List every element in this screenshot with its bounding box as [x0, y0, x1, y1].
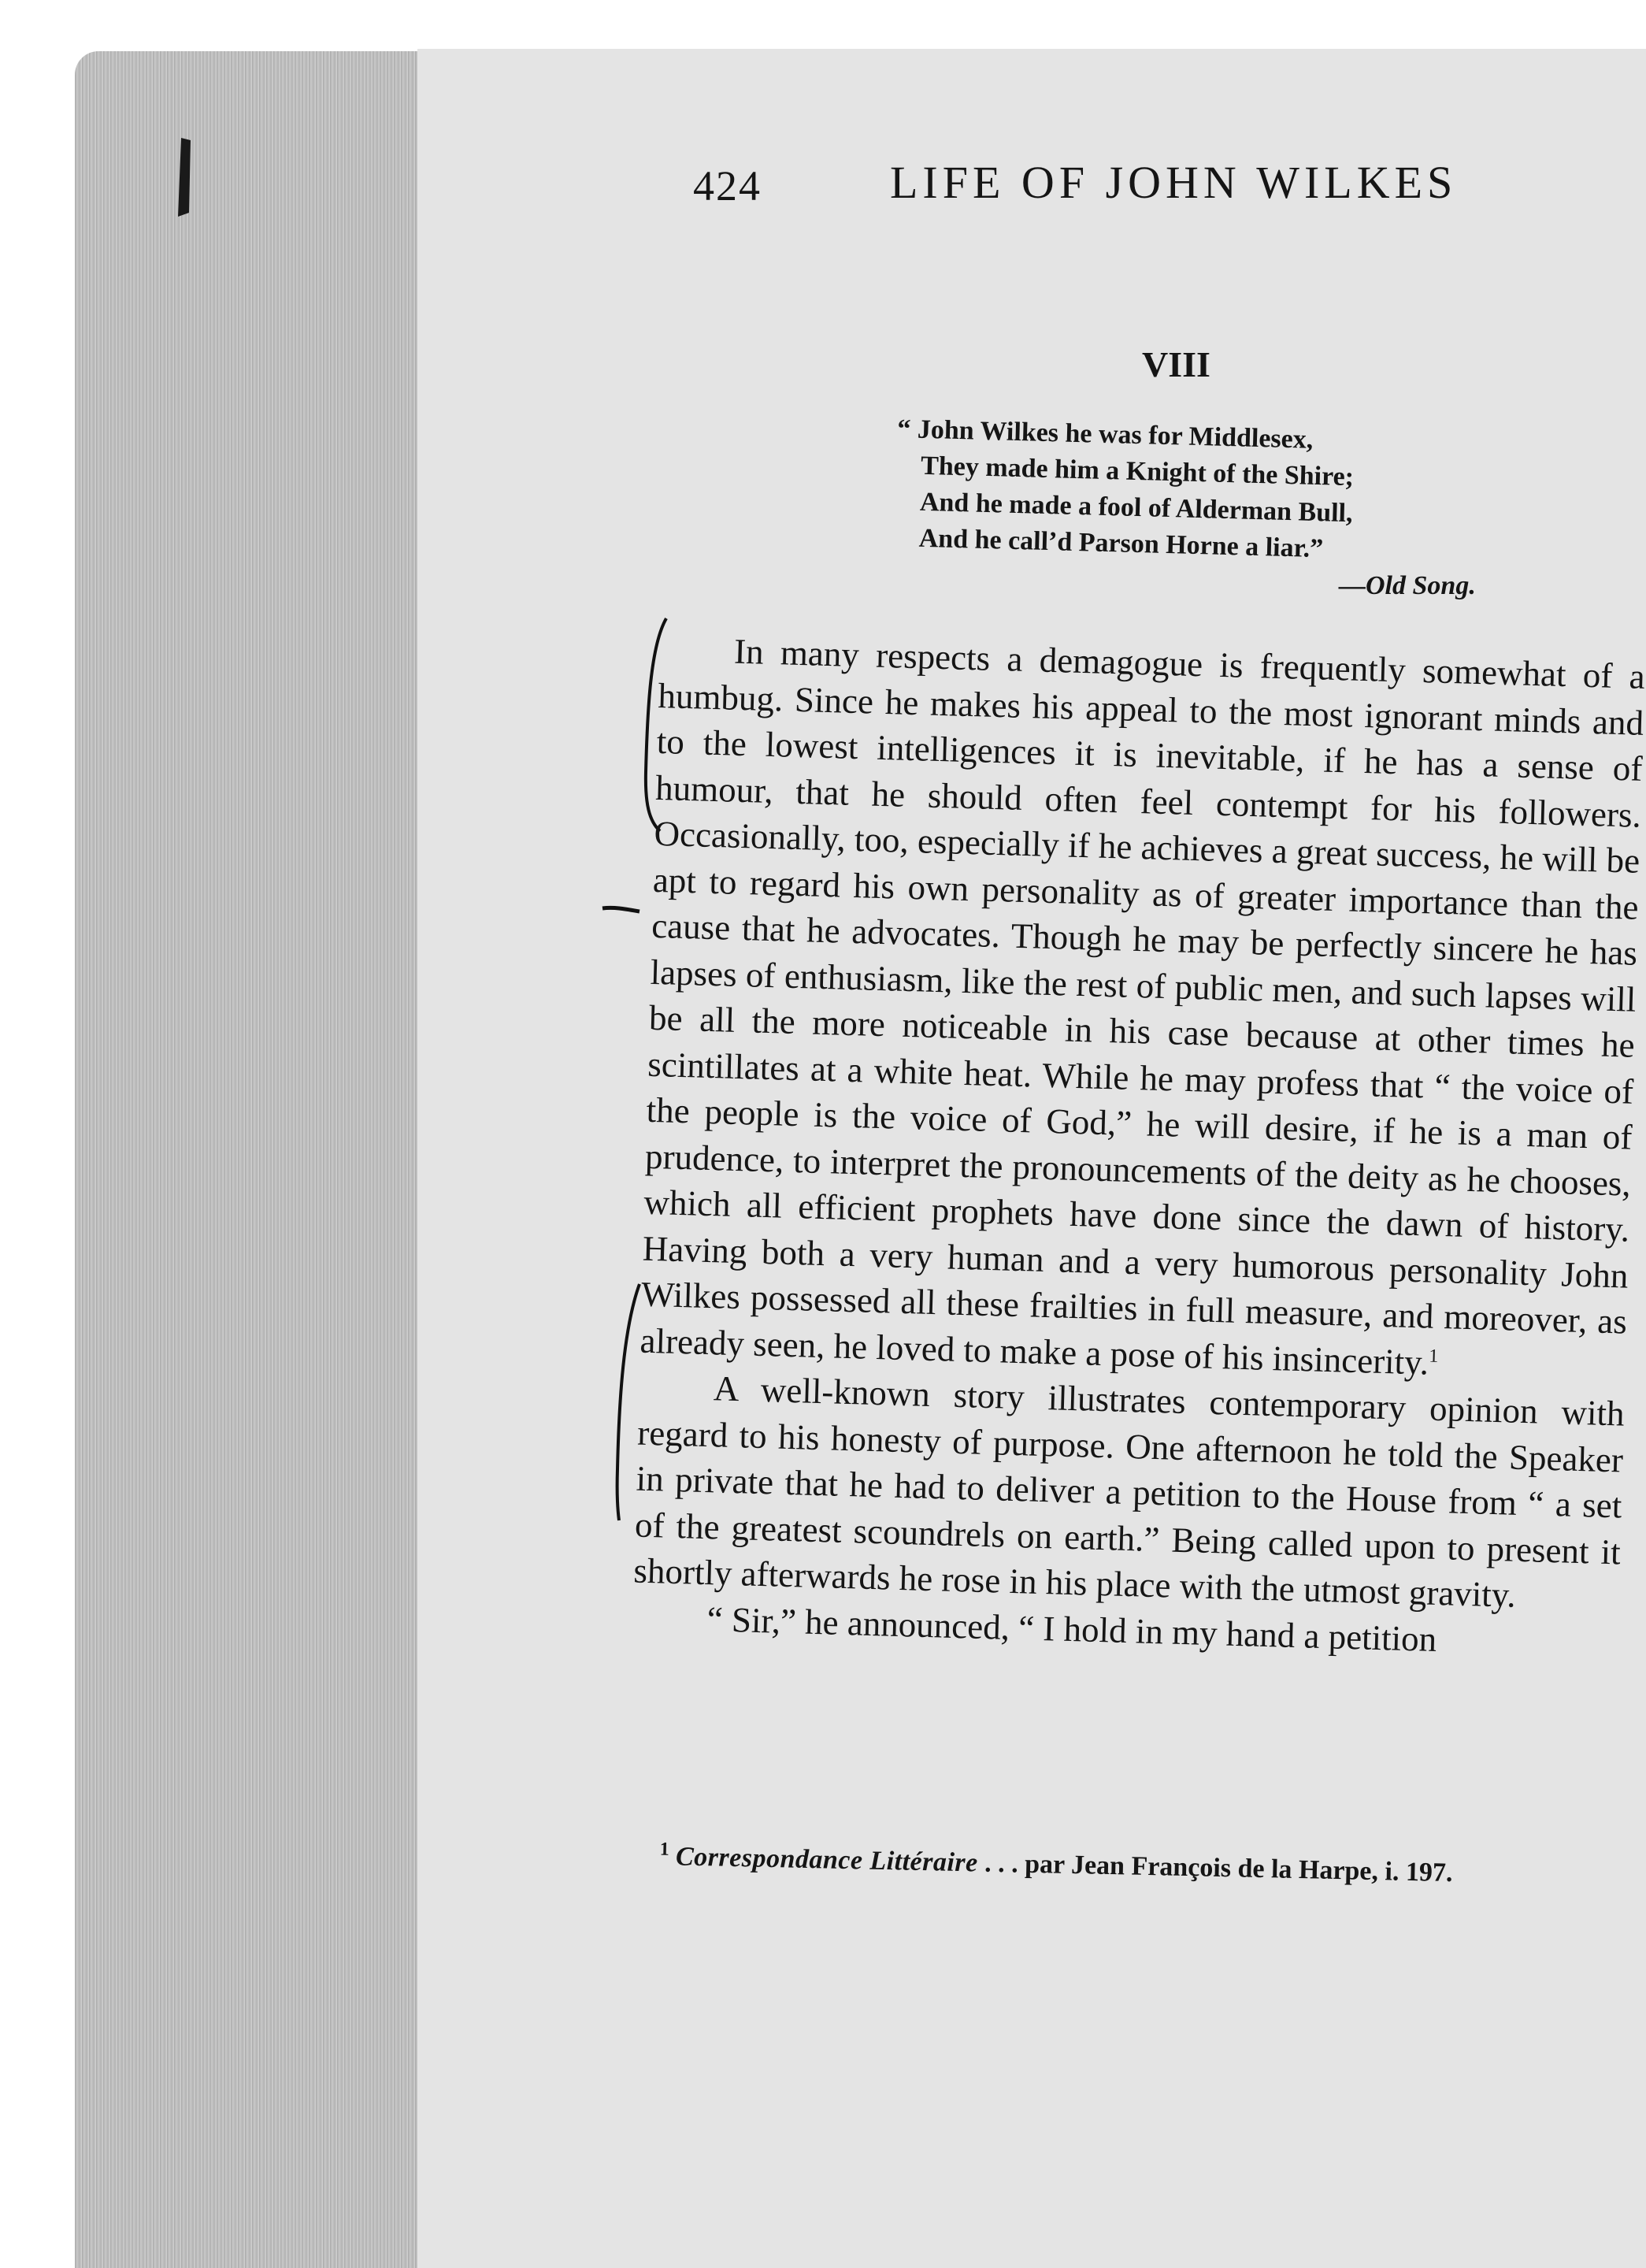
paragraph-text: “ Sir,” he announced, “ I hold in my hand a petition [706, 1598, 1437, 1659]
left-edge-mark [165, 134, 197, 221]
footnote-text: par Jean François de la Harpe, i. 197. [1024, 1849, 1453, 1888]
footnote-number: 1 [659, 1839, 670, 1860]
epigraph-line: And he made a fool of Alderman Bull, [919, 487, 1354, 529]
epigraph-line: They made him a Knight of the Shire; [920, 451, 1355, 492]
running-head: LIFE OF JOHN WILKES [890, 157, 1458, 208]
page-number: 424 [693, 162, 762, 210]
section-number: VIII [1142, 344, 1210, 384]
epigraph-line: And he call’d Parson Horne a liar.” [918, 523, 1324, 564]
paragraph [639, 626, 1646, 1391]
margin-dash [599, 902, 646, 918]
body-text [632, 626, 1645, 1667]
paragraph [633, 1364, 1626, 1621]
footnote-title: Correspondance Littéraire [675, 1842, 979, 1878]
epigraph-line: “ John Wilkes he was for Middlesex, [896, 414, 1314, 455]
epigraph [894, 411, 1355, 568]
paragraph-text: A well-known story illustrates contemporary opinion with regard to his honesty of purpose. One afternoon he told the Speaker in private that he had to deliver a petition to the House from “ a set of the greatest scoundrels on earth.” Being called upon to present it shortly afterwards he rose in his place with the utmost gravity. [632, 1368, 1626, 1615]
paragraph-text: In many respects a demagogue is frequently somewhat of a humbug. Since he makes his appeal to the most ignorant minds and to the lowest intelligences it is inevitable, if he has a sense of humour, that he should often feel contempt for his followers. Occasionally, too, especially if he achieves a great success, he will be apt to regard his own personality as of greater importance than the cause that he advocates. Though he may be perfectly sincere he has lapses of enthusiasm, like the rest of public men, and such lapses will be all the more noticeable in his case because at other times he scintillates at a white heat. While he may profess that “ the voice of the people is the voice of God,” he will desire, if he is a man of prudence, to interpret the pronouncements of the deity as he chooses, which all efficient prophets have done since the dawn of history. Having both a very human and a very humorous personality John Wilkes possessed all these frailties in full measure, and moreover, as already seen, he loved to make a pose of his insincerity. [639, 631, 1646, 1383]
footnote-ref: 1 [1428, 1346, 1439, 1367]
epigraph-attribution: —Old Song. [1339, 571, 1476, 600]
footnote-ellipsis: . . . [977, 1848, 1025, 1879]
